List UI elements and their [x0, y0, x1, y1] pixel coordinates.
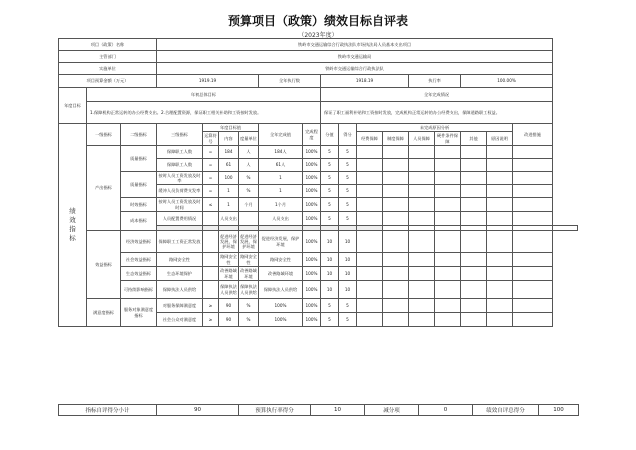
table-row [59, 198, 578, 212]
eco-category: 生态效益指标 [121, 267, 157, 281]
info-row-budget [59, 75, 578, 88]
budget-value: 1919.19 [157, 75, 259, 88]
indicator-score: 5 [339, 185, 357, 198]
indicator-full: 61人 [259, 159, 303, 172]
indicator-unit: 改善路域环境 [240, 268, 257, 279]
indicator-full: 路网安全性 [259, 253, 303, 267]
rate-label: 执行率 [409, 75, 461, 88]
indicator-sign [203, 231, 219, 253]
table-row [59, 212, 578, 226]
indicator-done: 100% [303, 231, 321, 253]
indicator-done: 100% [303, 159, 321, 172]
table-row [59, 267, 578, 281]
indicator-score: 10 [339, 231, 357, 253]
indicator-score: 5 [339, 198, 357, 212]
indicator-name: 按时人员工资发放及时时间 [157, 198, 203, 212]
indicator-sign: = [203, 172, 219, 185]
sustain-category: 可持续影响指标 [121, 281, 157, 299]
indicator-score: 10 [339, 281, 357, 299]
perf-label-cell [59, 124, 87, 327]
indicator-score: 10 [339, 267, 357, 281]
indicator-name: 保障职工工资正常发放 [157, 231, 203, 253]
goals-content-row [59, 102, 578, 124]
indicator-done: 100% [303, 198, 321, 212]
info-row-dept [59, 51, 578, 63]
indicator-sign: = [203, 185, 219, 198]
score-header: 得分 [339, 124, 357, 146]
indicator-weight: 10 [321, 281, 339, 299]
indicator-content: 184 [219, 146, 239, 159]
deduct-value: 0 [419, 405, 473, 416]
reason-system-header: 制度保障 [383, 132, 409, 146]
social-category: 社会效益指标 [121, 253, 157, 267]
budget-score-value: 10 [311, 405, 365, 416]
unit-header: 度量单位 [239, 132, 259, 146]
reason-funds-header: 经费保障 [357, 132, 383, 146]
indicator-done: 100% [303, 172, 321, 185]
evaluation-table [58, 38, 578, 327]
indicator-score: 5 [339, 299, 357, 313]
indicator-score: 10 [339, 253, 357, 267]
table-row [59, 231, 578, 253]
indicator-score: 5 [339, 172, 357, 185]
reasons-header: 未完成原因分析 [357, 124, 513, 132]
econ-category: 经济效益指标 [121, 231, 157, 253]
l3-header: 三级指标 [157, 124, 203, 146]
indicator-unit: 人 [239, 159, 259, 172]
indicator-unit: % [239, 185, 259, 198]
done-pct-header: 完成程度 [303, 124, 321, 146]
indicator-full: 1 [259, 185, 303, 198]
quantity-category: 质量指标 [121, 146, 157, 172]
l2-header: 二级指标 [121, 124, 157, 146]
indicator-content: 90 [219, 313, 239, 327]
indicator-done: 100% [303, 146, 321, 159]
indicator-sign: ≥ [203, 313, 219, 327]
cost-category: 成本指标 [121, 212, 157, 231]
indicator-unit: 保障执法人员供给 [239, 281, 259, 299]
indicator-weight: 5 [321, 185, 339, 198]
indicator-done: 100% [303, 185, 321, 198]
indicator-name: 保障执法人员供给 [157, 281, 203, 299]
indicator-unit: % [239, 172, 259, 185]
rate-value: 100.00% [461, 75, 553, 88]
budget-score-label: 预算执行率得分 [239, 405, 311, 416]
indicator-weight: 5 [321, 212, 339, 226]
indicator-done: 100% [303, 267, 321, 281]
indicator-name: 按时人员工资发放及时率 [157, 172, 203, 185]
indicator-content: 改善路域环境 [220, 268, 237, 279]
plan-label: 年初总体目标 [87, 88, 321, 102]
indicator-name: 对服务保障满意度 [157, 299, 203, 313]
indicator-sign [203, 253, 219, 267]
indicator-full: 184人 [259, 146, 303, 159]
table-row [59, 172, 578, 185]
indicator-weight: 5 [321, 313, 339, 327]
table-row [59, 146, 578, 159]
page-year: （2023年度） [298, 32, 338, 39]
indicator-weight: 5 [321, 172, 339, 185]
indicator-full: 1 [259, 172, 303, 185]
benefit-category: 效益指标 [87, 231, 121, 299]
indicator-unit: 个月 [239, 198, 259, 212]
indicator-done: 100% [303, 299, 321, 313]
indicator-content: 61 [219, 159, 239, 172]
indicator-weight: 5 [321, 146, 339, 159]
timeliness-category: 时效指标 [121, 198, 157, 212]
deduct-label: 减分项 [365, 405, 419, 416]
indicator-unit [239, 212, 259, 226]
info-row-project [59, 39, 578, 51]
sat-sub-category: 服务对象满意度指标 [121, 299, 157, 327]
indicator-content: 人员支出 [219, 212, 239, 226]
indicator-name: 保障职工人数 [157, 159, 203, 172]
self-score-value: 90 [157, 405, 239, 416]
satisfaction-category: 满意度指标 [87, 299, 121, 327]
dept-label: 主管部门 [59, 51, 157, 63]
indicator-sign [203, 267, 219, 281]
indicator-full: 1个月 [259, 198, 303, 212]
exec-label: 全年执行数 [259, 75, 321, 88]
indicator-weight: 5 [321, 159, 339, 172]
annual-header: 年度目标值 [203, 124, 259, 132]
indicator-content: 保障执法人员供给 [219, 281, 239, 299]
plan-text: 1.保障机构正常运转的办公经费支出。2.合理配置资源，保证职工相关补助和工资按时发放。 [87, 102, 321, 124]
indicator-weight: 10 [321, 267, 339, 281]
reason-staff-header: 人员保障 [409, 132, 435, 146]
total-score-value: 100 [539, 405, 579, 416]
indicator-weight: 10 [321, 231, 339, 253]
measures-header: 改进措施 [513, 124, 553, 146]
indicator-name: 人员配置费用情况 [157, 212, 203, 226]
weight-header: 分值 [321, 124, 339, 146]
budget-label: 项目预算金额（万元） [59, 75, 157, 88]
reason-hardware-header: 硬件条件保障 [435, 132, 461, 146]
indicator-content: 促进经济发展，保护环境 [219, 231, 239, 253]
output-category: 产出指标 [87, 146, 121, 231]
indicator-sign: = [203, 146, 219, 159]
quality-category: 质量指标 [121, 172, 157, 198]
indicator-score: 5 [339, 313, 357, 327]
indicator-weight: 10 [321, 253, 339, 267]
indicator-content: 路网安全性 [220, 254, 237, 265]
indicator-unit: % [239, 299, 259, 313]
indicator-unit: 人 [239, 146, 259, 159]
indicator-content: 100 [219, 172, 239, 185]
done-label: 全年完成情况 [321, 88, 553, 102]
full-year-header: 全年完成值 [259, 124, 303, 146]
indicator-score: 5 [339, 159, 357, 172]
indicator-done: 100% [303, 313, 321, 327]
indicator-name: 生态环境保护 [157, 267, 203, 281]
indicator-content: 90 [219, 299, 239, 313]
table-row [59, 253, 578, 267]
project-label: 项目（政策）名称 [59, 39, 157, 51]
indicator-sign: ≤ [203, 198, 219, 212]
table-row [59, 299, 578, 313]
indicator-sign: = [203, 159, 219, 172]
indicator-done: 100% [303, 281, 321, 299]
indicator-full: 保障执法人员供给 [259, 281, 303, 299]
indicator-header-row-1 [59, 124, 578, 132]
indicator-name: 保障职工人数 [157, 146, 203, 159]
indicator-full: 改善路域环境 [259, 267, 303, 281]
indicator-score: 5 [339, 212, 357, 226]
indicator-content: 1 [219, 185, 239, 198]
indicator-full: 促进经济发展，保护环境 [259, 231, 303, 253]
indicator-unit: 路网安全性 [240, 254, 257, 265]
indicator-done: 100% [303, 212, 321, 226]
perf-label: 绩效指标 [69, 207, 76, 242]
annual-goal-label: 年度目标 [59, 88, 87, 124]
indicator-unit: % [239, 313, 259, 327]
goals-header-row [59, 88, 578, 102]
reason-note-header: 原因说明 [487, 132, 513, 146]
exec-value: 1918.19 [321, 75, 409, 88]
dept-value: 铁岭市交通运输局 [157, 51, 553, 63]
indicator-content: 1 [219, 198, 239, 212]
indicator-sign [203, 281, 219, 299]
content-header: 内容 [219, 132, 239, 146]
indicator-weight: 5 [321, 198, 339, 212]
indicator-full: 人员支出 [259, 212, 303, 226]
indicator-name: 社会公众对满意度 [157, 313, 203, 327]
indicator-score: 5 [339, 146, 357, 159]
indicator-name: 路网安全性 [157, 253, 203, 267]
l1-header: 一级指标 [87, 124, 121, 146]
project-value: 铁岭市交通运输综合行政执法队市场执法局人员基本支出项目 [157, 39, 553, 51]
info-row-unit [59, 63, 578, 75]
done-text: 保证了职工福利补贴和工资按时发放，完成机构正常运转的办公经费支出，保障道路职工权益。 [321, 102, 553, 124]
page-title: 预算项目（政策）绩效目标自评表 [227, 14, 408, 28]
unit-value: 铁岭市交通运输综合行政执法队 [157, 63, 553, 75]
indicator-name: 缓冲人员负荷费支发率 [157, 185, 203, 198]
indicator-done: 100% [303, 253, 321, 267]
unit-label: 实施单位 [59, 63, 157, 75]
total-score-label: 绩效自评总得分 [473, 405, 539, 416]
indicator-weight: 5 [321, 299, 339, 313]
score-summary [58, 404, 579, 416]
table-row [59, 281, 578, 299]
sign-header: 运算符号 [204, 133, 217, 144]
reason-other-header: 其他 [461, 132, 487, 146]
indicator-sign: ≥ [203, 299, 219, 313]
indicator-full: 100% [259, 299, 303, 313]
indicator-unit: 促进经济发展，保护环境 [239, 231, 259, 253]
indicator-sign [203, 212, 219, 226]
indicator-full: 100% [259, 313, 303, 327]
self-score-label: 指标自评得分小计 [59, 405, 157, 416]
